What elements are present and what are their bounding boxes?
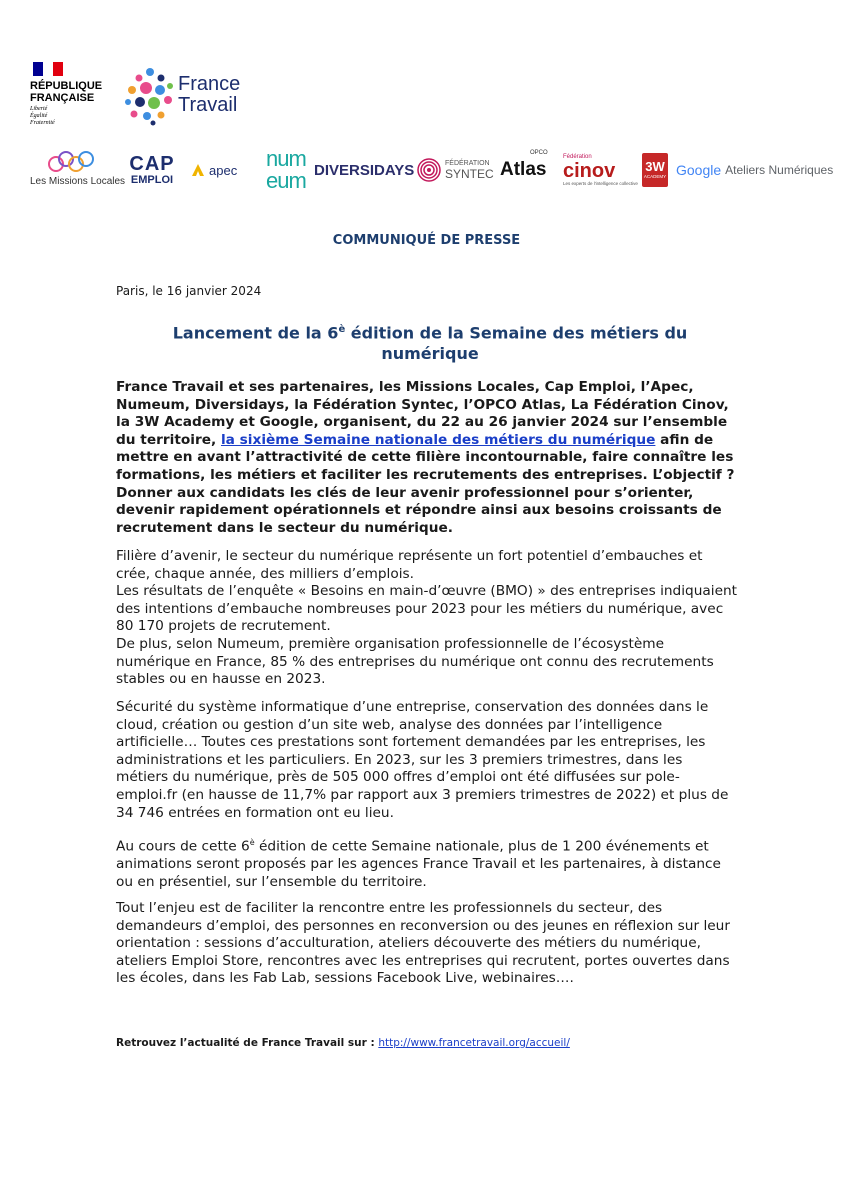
document-date: Paris, le 16 janvier 2024 <box>116 284 262 298</box>
missions-locales-logo: Les Missions Locales <box>30 150 118 190</box>
google-ateliers-numeriques-logo: Google Ateliers Numériques <box>676 162 834 178</box>
rf-line1: RÉPUBLIQUE <box>30 80 103 92</box>
footer: Retrouvez l’actualité de France Travail sur : http://www.francetravail.org/accueil/ <box>116 1037 570 1049</box>
paragraph-securite: Sécurité du système informatique d’une entreprise, conservation des données dans le cloud, création ou gestion d’un site web, analyse des données par l’intelligence artificielle… Toutes ces prestations sont fortement demandées par les entreprises, les administrations et les particuliers. En 2023, sur les 3 premiers trimestres, dans les métiers du numérique, près de 505 000 offres d’emploi ont été diffusées sur pole-emploi.fr (en hausse de 11,7% par rapport aux 3 premiers trimestres de 2022) et plus de 34 746 entrées en formation ont eu lieu. <box>116 699 729 821</box>
rf-motto: Liberté Égalité Fraternité <box>30 106 55 126</box>
france-travail-logo <box>120 66 280 126</box>
document-title: COMMUNIQUÉ DE PRESSE <box>332 233 521 248</box>
syntec-spiral-icon <box>416 157 442 183</box>
apec-mark-icon <box>190 162 206 178</box>
rf-line2: FRANÇAISE <box>30 92 95 104</box>
federation-syntec-logo: FÉDÉRATION SYNTEC <box>416 150 496 190</box>
republique-francaise-logo <box>30 62 110 127</box>
numeum-logo: num eum <box>266 146 306 193</box>
paragraph-filiere: Filière d’avenir, le secteur du numérique représente un fort potentiel d’embauches et crée, chaque année, des milliers d’emplois. Les résultats de l’enquête « Besoins en main-d’œuvre (BMO) » des entreprises indiquaient des intentions d’embauche nombreuses pour 2023 pour les métiers du numérique, avec 80 170 projets de recrutement. De plus, selon Numeum, première organisation professionnelle de l’écosystème numérique en France, 85 % des entreprises du numérique ont connu des recrutements stables ou en hausse en 2023. <box>116 548 738 688</box>
french-flag-icon <box>33 62 63 76</box>
3w-academy-logo: 3W ACADEMY <box>642 150 670 190</box>
federation-cinov-logo: Fédération cinov Les experts de l'intelligence collective <box>563 153 638 186</box>
france-travail-dots-icon <box>120 66 178 126</box>
opco-atlas-logo: OPCO Atlas <box>500 150 548 180</box>
diversidays-logo: DIVERSIDAYS <box>314 161 415 179</box>
paragraph-evenements: Au cours de cette $6^è$ édition de cette Semaine nationale, plus de 1 200 événements et animations seront proposés par les agences France Travail et les partenaires, à distance ou en présentiel, sur l’ensemble du territoire. <box>116 838 721 890</box>
paragraph-enjeu: Tout l’enjeu est de faciliter la rencontre entre les professionnels du secteur, des demandeurs d’emploi, des personnes en reconversion ou des jeunes en réflexion sur leur orientation : sessions d’acculturation, ateliers découverte des métiers du numérique, ateliers Emploi Store, rencontres avec les entreprises qui recrutent, portes ouvertes dans les écoles, dans les Fab Lab, sessions Facebook Live, webinaires…. <box>116 900 730 987</box>
lead-paragraph: France Travail et ses partenaires, les Missions Locales, Cap Emploi, l’Apec, Numeum, Diversidays, la Fédération Syntec, l’OPCO Atlas, La Fédération Cinov, la 3W Academy et Google, organisent, du 22 au 26 janvier 2024 sur l’ensemble du territoire, la sixième Semaine nationale des métiers du numérique afin de mettre en avant l’attractivité de cette filière incontournable, faire connaître les formations, les métiers et faciliter les recrutements des entreprises. L’objectif ? Donner aux candidats les clés de leur avenir professionnel pour s’orienter, devenir rapidement opérationnels et répondre ainsi aux besoins croissants de recrutement dans le secteur du numérique. <box>116 379 735 536</box>
france-travail-url-link[interactable]: http://www.francetravail.org/accueil/ <box>378 1037 570 1049</box>
missions-locales-rings-icon <box>44 150 104 174</box>
cap-emploi-logo: CAP EMPLOI <box>129 153 175 186</box>
headline: Lancement de la $6^è$ édition de la Semaine des métiers du numérique <box>172 323 688 364</box>
france-travail-wordmark: France Travail <box>178 73 241 116</box>
apec-logo: apec <box>190 150 254 190</box>
semaine-nationale-link[interactable]: la sixième Semaine nationale des métiers du numérique <box>220 431 656 448</box>
